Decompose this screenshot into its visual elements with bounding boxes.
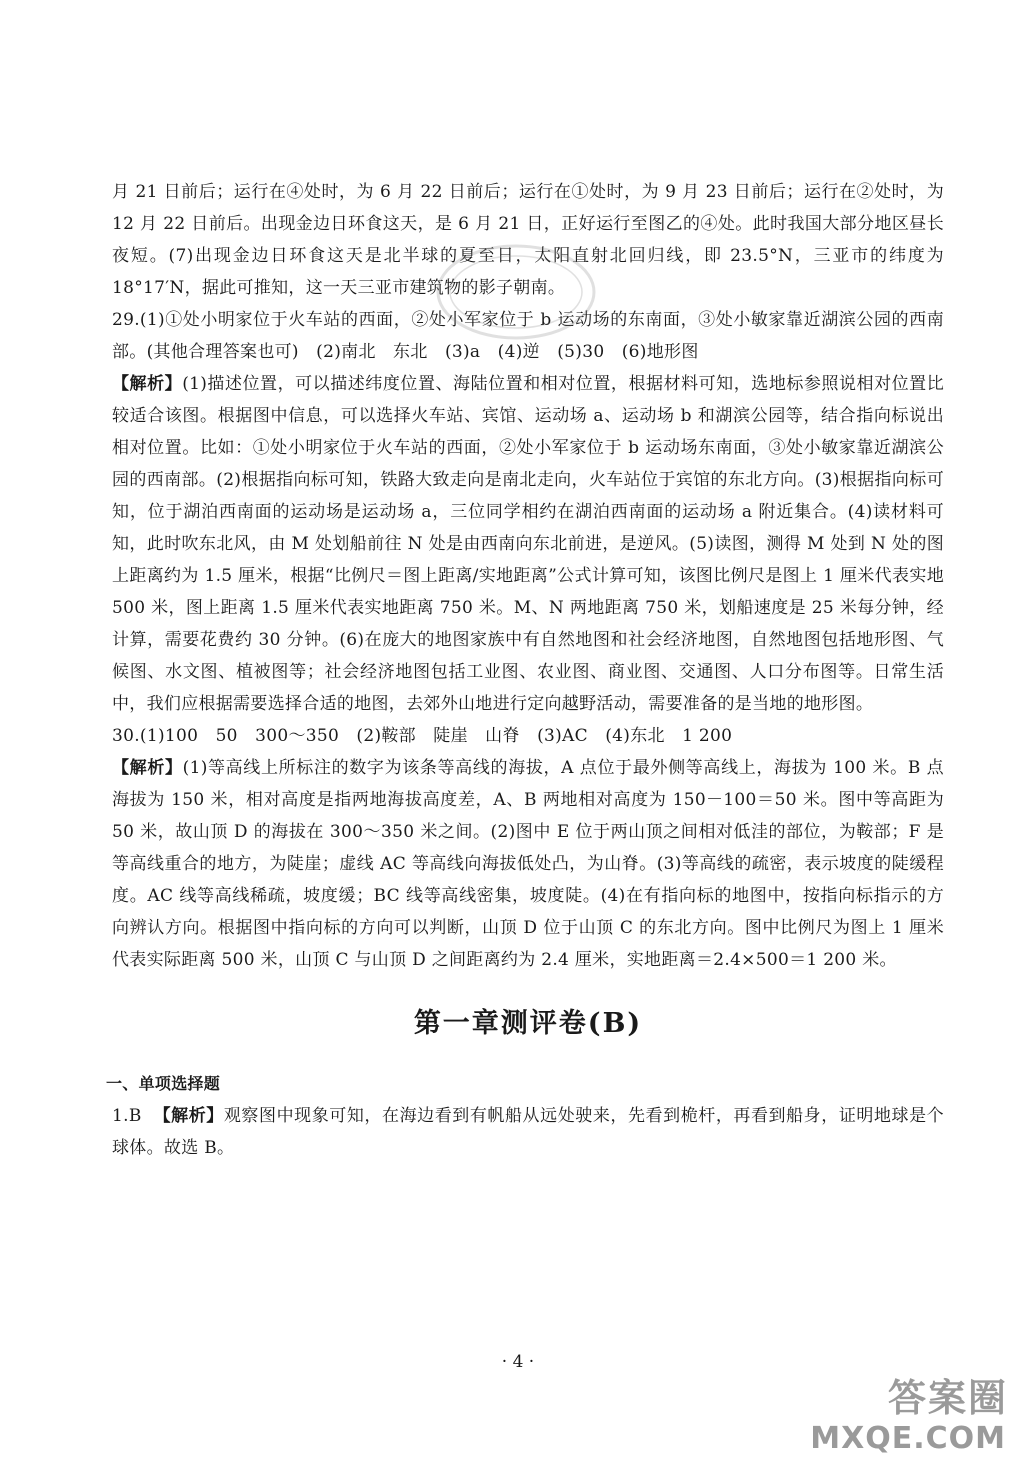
q29-answer: 29.(1)①处小明家位于火车站的西面，②处小军家位于 b 运动场的东南面，③处小敏家靠近湖滨公园的西南部。(其他合理答案也可) (2)南北 东北 (3)a (4)逆 (5)30 (6)地形图 [112, 310, 944, 362]
q29-analysis [112, 368, 944, 720]
watermark-main-text: 答案圈 [887, 1376, 1008, 1420]
q30-analysis-tag: 【解析】 [112, 758, 183, 778]
q1-analysis-text: 观察图中现象可知，在海边看到有帆船从远处驶来，先看到桅杆，再看到船身，证明地球是个球体。故选 B。 [112, 1106, 944, 1158]
q1-answer [112, 1100, 944, 1164]
q1-analysis-tag: 【解析】 [153, 1106, 224, 1126]
paragraph-continuation: 月 21 日前后；运行在④处时，为 6 月 22 日前后；运行在①处时，为 9 月 23 日前后；运行在②处时，为 12 月 22 日前后。出现金边日环食这天，是 6 月 21 日，正好运行至图乙的④处。此时我国大部分地区昼长夜短。(7)出现金边日环食这天是北半球的夏至日，太阳直射北回归线，即 23.5°N，三亚市的纬度为 18°17′N，据此可推知，这一天三亚市建筑物的影子朝南。 [112, 182, 944, 298]
stamp-watermark-icon [432, 240, 600, 344]
page-number: · 4 · [501, 1352, 535, 1372]
chapter-title: 第一章测评卷(B) [413, 1008, 643, 1039]
q30-answer: 30.(1)100 50 300～350 (2)鞍部 陡崖 山脊 (3)AC (4)东北 1 200 [112, 726, 733, 746]
q30-analysis [112, 752, 944, 976]
q1-number: 1.B [112, 1106, 142, 1126]
q29-analysis-text: (1)描述位置，可以描述纬度位置、海陆位置和相对位置，根据材料可知，选地标参照说相对位置比较适合该图。根据图中信息，可以选择火车站、宾馆、运动场 a、运动场 b 和湖滨公园等，结合指向标说出相对位置。比如：①处小明家位于火车站的西面，②处小军家位于 b 运动场东南面，③处小敏家靠近湖滨公园的西南部。(2)根据指向标可知，铁路大致走向是南北走向，火车站位于宾馆的东北方向。(3)根据指向标可知，位于湖泊西南面的运动场是运动场 a，三位同学相约在湖泊西南面的运动场 a 附近集合。(4)读材料可知，此时吹东北风，由 M 处划船前往 N 处是由西南向东北前进，是逆风。(5)读图，测得 M 处到 N 处的图上距离约为 1.5 厘米，根据“比例尺＝图上距离/实地距离”公式计算可知，该图比例尺是图上 1 厘米代表实地 500 米，图上距离 1.5 厘米代表实地距离 750 米。M、N 两地距离 750 米，划船速度是 25 米每分钟，经计算，需要花费约 30 分钟。(6)在庞大的地图家族中有自然地图和社会经济地图，自然地图包括地形图、气候图、水文图、植被图等；社会经济地图包括工业图、农业图、商业图、交通图、人口分布图等。日常生活中，我们应根据需要选择合适的地图，去郊外山地进行定向越野活动，需要准备的是当地的地形图。 [112, 374, 945, 714]
watermark-sub-text: MXQE.COM [810, 1421, 1006, 1456]
q30-analysis-text: (1)等高线上所标注的数字为该条等高线的海拔，A 点位于最外侧等高线上，海拔为 100 米。B 点海拔为 150 米，相对高度是指两地海拔高度差，A、B 两地相对高度为 150－100＝50 米。图中等高距为 50 米，故山顶 D 的海拔在 300～350 米之间。(2)图中 E 位于两山顶之间相对低洼的部位，为鞍部；F 是等高线重合的地方，为陡崖；虚线 AC 等高线向海拔低处凸，为山脊。(3)等高线的疏密，表示坡度的陡缓程度。AC 线等高线稀疏，坡度缓；BC 线等高线密集，坡度陡。(4)在有指向标的地图中，按指向标指示的方向辨认方向。根据图中指向标的方向可以判断，山顶 D 位于山顶 C 的东北方向。图中比例尺为图上 1 厘米代表实际距离 500 米，山顶 C 与山顶 D 之间距离约为 2.4 厘米，实地距离＝2.4×500＝1 200 米。 [112, 758, 944, 970]
section-heading: 一、单项选择题 [106, 1074, 221, 1093]
q29-analysis-tag: 【解析】 [112, 374, 183, 394]
